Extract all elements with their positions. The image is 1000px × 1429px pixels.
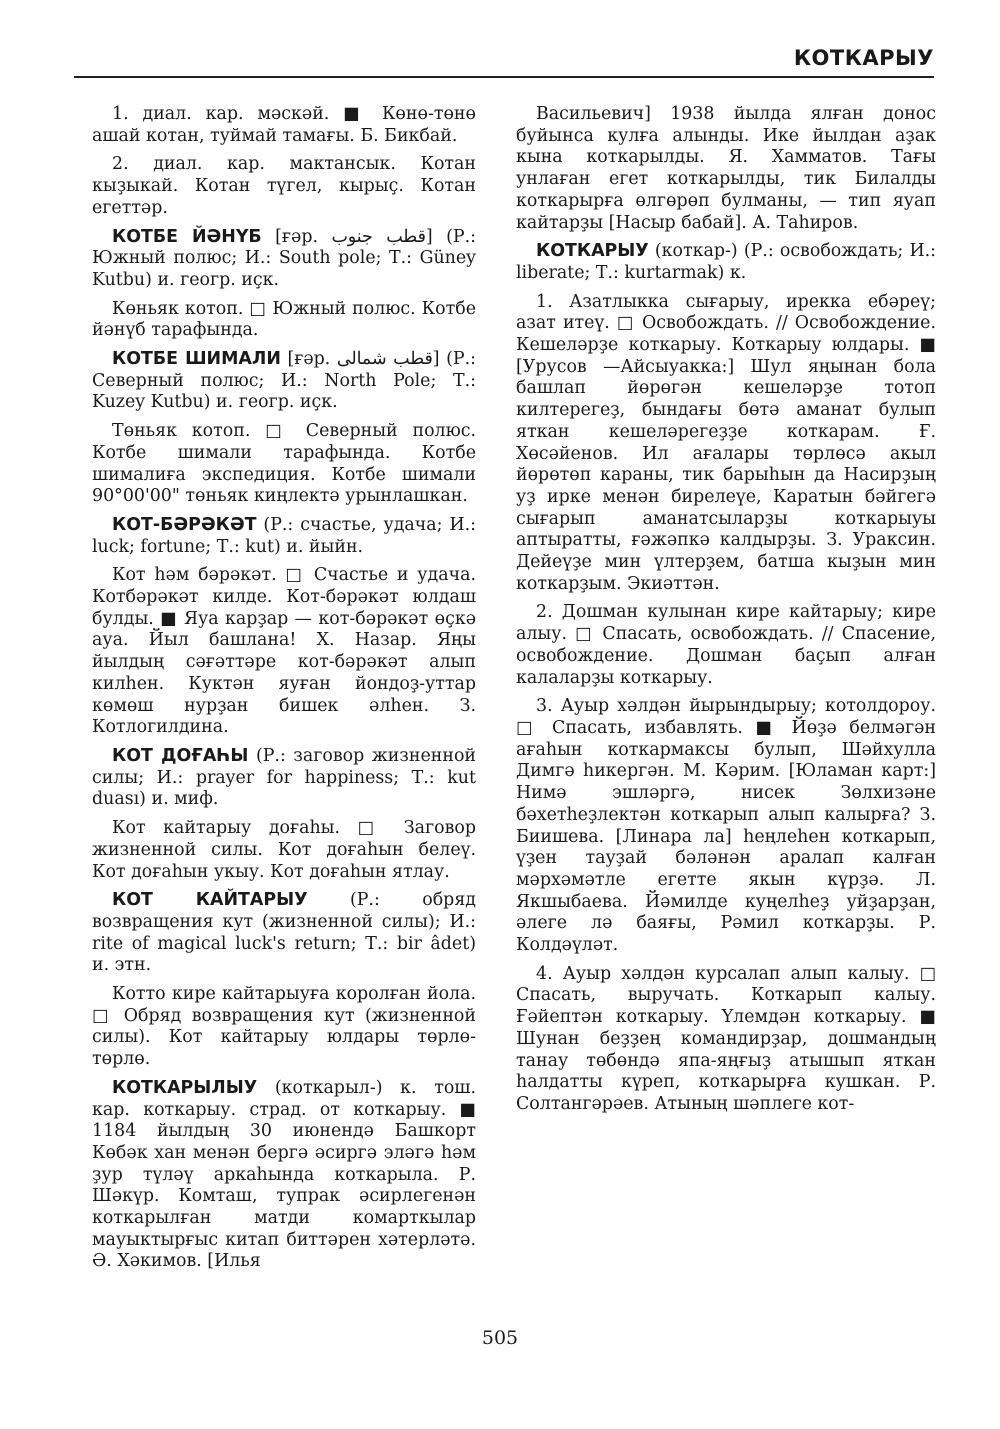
entry-sense: 3. Ауыр хәлдән йырындырыу; котолдороу. □ Спасать, избавлять. ■ Йөҙә белмәгән ағаһын коткармаксы булып, Шәйхулла Димгә һикергән. М. Кәрим. [Юламан карт:] Нимә эшләргә, нисек Зөлхизәне бәхетһеҙлектән коткарып алып калырға? З. Биишева. [Линара ла] һеңлеһен коткарып, үҙен тауҙай бәләнән аралап калған мәрхәмәтле егетте якын күрҙә. Л. Якшыбаева. Йәмилде куңелһеҙ уйҙарҙан, әлеге лә баяғы, Рәмил коткарҙы. Р. Колдәүләт. bbox=[516, 696, 936, 956]
entry-paragraph: Кот кайтарыу доғаһы. □ Заговор жизненной силы. Кот доғаһын белеү. Кот доғаһын укыу. Кот доғаһын ятлау. bbox=[92, 818, 476, 882]
headword: КОТ-БӘРӘКӘТ bbox=[112, 514, 257, 535]
page-header-title: КОТКАРЫУ bbox=[793, 46, 934, 70]
headword: КОТКАРЫУ bbox=[536, 241, 649, 262]
headword: КОТ КАЙТАРЫУ bbox=[112, 890, 308, 911]
entry-paragraph: Төньяк котоп. □ Северный полюс. Котбе шимали тарафында. Котбе шималиға экспедиция. Котбе шимали 90°00'00" төньяк киңлектә урынлашкан. bbox=[92, 421, 476, 507]
header-rule bbox=[74, 76, 934, 78]
entry-paragraph: Кот һәм бәрәкәт. □ Счастье и удача. Котбәрәкәт килде. Кот-бәрәкәт юлдаш булды. ■ Яуа карҙар — кот-бәрәкәт өҫкә ауа. Йыл башлана! Х. Назар. Яңы йылдың сәғәттәре кот-бәрәкәт алып килһен. Куктән яуған йондоҙ-уттар көмөш нурҙан бишек әлһен. З. Котлогилдина. bbox=[92, 565, 476, 738]
headword: КОТКАРЫЛЫУ bbox=[112, 1077, 258, 1098]
headword: КОТБЕ ШИМАЛИ bbox=[112, 349, 281, 370]
entry-headword: КОТБЕ ШИМАЛИ [ғәр. قطب شمالی] (Р.: Северный полюс; И.: North Pole; Т.: Kuzey Kutbu) и. геогр. иҫк. bbox=[92, 349, 476, 413]
entry-headword: КОТ ДОҒАҺЫ (Р.: заговор жизненной силы; И.: prayer for happiness; Т.: kut duası) и. миф. bbox=[92, 745, 477, 810]
entry-headword: КОТ КАЙТАРЫУ (Р.: обряд возвращения кут (жизненной силы); И.: rite of magical luck's return; Т.: bir âdet) и. этн. bbox=[92, 890, 476, 976]
right-column bbox=[516, 104, 936, 1123]
left-column bbox=[92, 104, 476, 1280]
entry-headword: КОТБЕ ЙӘНҮБ [ғәр. قطب جنوب] (Р.: Южный полюс; И.: South pole; Т.: Güney Kutbu) и. геогр. иҫк. bbox=[92, 226, 476, 290]
entry-headword: КОТКАРЫЛЫУ (коткарыл-) к. тош. кар. коткарыу. страд. от коткарыу. ■ 1184 йылдың 30 июнендә Башкорт Көбәк хан менән бергә әсиргә эләгә һәм ҙур түләү аркаһында коткарыла. Р. Шәкүр. Комташ, тупрак әсирлегенән коткарылған матди комарткылар мауыктырғыс китап биттәрен хәтерләтә. Ә. Хәкимов. [Илья bbox=[92, 1077, 476, 1272]
headword: КОТ ДОҒАҺЫ bbox=[112, 745, 249, 766]
entry-sense: 2. Дошман кулынан кире кайтарыу; кире алыу. □ Спасать, освобождать. // Спасение, освобождение. Дошман баҫып алған калаларҙы коткарыу. bbox=[516, 602, 936, 688]
entry-paragraph: 2. диал. кар. мактансык. Котан кыҙыкай. Котан түгел, кырыҫ. Котан егеттәр. bbox=[92, 154, 476, 218]
headword: КОТБЕ ЙӘНҮБ bbox=[112, 226, 262, 247]
page-number: 505 bbox=[481, 1327, 519, 1349]
entry-paragraph: Котто кире кайтарыуға королған йола. □ Обряд возвращения кут (жизненной силы). Кот кайтарыу юлдары төрлө-төрлө. bbox=[92, 984, 476, 1070]
entry-headword: КОТКАРЫУ (коткар-) (Р.: освобождать; И.: liberate; Т.: kurtarmak) к. bbox=[516, 241, 936, 283]
entry-paragraph: Васильевич] 1938 йылда ялған донос буйынса кулға алынды. Ике йылдан аҙак кына коткарылды. Я. Хамматов. Тағы унлаған егет коткарылды, тик Билалды коткарырға өлгөрөп булманы, — тип яуап кайтарҙы [Насыр бабай]. А. Таһиров. bbox=[516, 104, 936, 233]
entry-paragraph: Көньяк котоп. □ Южный полюс. Котбе йәнүб тарафында. bbox=[92, 298, 476, 341]
entry-sense: 1. Азатлыкка сығарыу, ирекка ебәреү; азат итеү. □ Освобождать. // Освобождение. Кешеләрҙе коткарыу. Коткарыу юлдары. ■ [Урусов —Айсыуакка:] Шул яңынан бола башлап йөрөгән кешеләрҙе тотоп килтерегеҙ, бындағы бөтә аманат булып яткан кешеләрегеҙҙе коткарам. Ғ. Хөсәйенов. Ил ағалары төрлөсә акыл йөрөтөп караны, тик барыһын да Насирҙың уҙ ирке менән бирелеүе, Каратын бәйгегә сығарып аманатсыларҙы коткарыуы аптыратты, ғәжәпкә калдырҙы. З. Ураксин. Дейеүҙе мин үлтерҙем, батша кыҙын мин коткарҙым. Экиәттән. bbox=[516, 291, 936, 594]
entry-paragraph: 1. диал. кар. мәскәй. ■ Көнө-төнө ашай котан, туймай тамағы. Б. Бикбай. bbox=[92, 104, 476, 146]
entry-headword: КОТ-БӘРӘКӘТ (Р.: счастье, удача; И.: luck; fortune; Т.: kut) и. йыйн. bbox=[92, 514, 476, 557]
entry-sense: 4. Ауыр хәлдән курсалап алып калыу. □ Спасать, выручать. Коткарып калыу. Ғәйептән коткарыу. Үлемдән коткарыу. ■ Шунан беҙҙең командирҙар, дошмандың танау төбөндә япа-яңғыҙ атышып яткан һалдатты күреп, коткарырға кушкан. Р. Солтангәрәев. Атының шәплеге кот- bbox=[516, 963, 936, 1114]
